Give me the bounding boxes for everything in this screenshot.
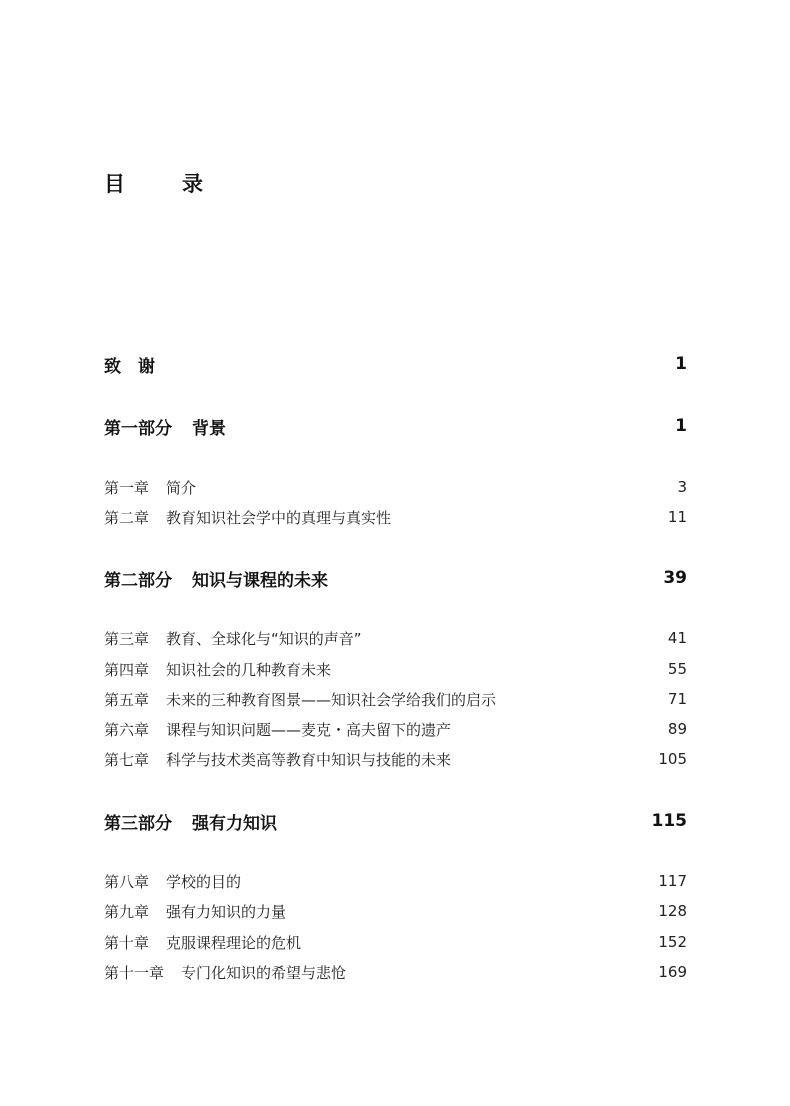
- toc-entry-label: [104, 871, 241, 892]
- toc-page-number: 1: [675, 416, 687, 436]
- toc-entry-label: [104, 414, 226, 439]
- toc-entry-prefix: 第八章: [104, 872, 150, 891]
- toc-chapter-7[interactable]: [104, 748, 687, 770]
- toc-entry-prefix: 第六章: [104, 720, 150, 739]
- toc-entry-title: 未来的三种教育图景——知识社会学给我们的启示: [166, 690, 497, 709]
- toc-entry-label: [104, 566, 328, 591]
- toc-page-number: 11: [667, 508, 687, 526]
- toc-entry-prefix: 第七章: [104, 750, 150, 769]
- toc-entry-prefix: 第四章: [104, 660, 150, 679]
- toc-entry-prefix: 第五章: [104, 690, 150, 709]
- toc-chapter-5[interactable]: [104, 688, 687, 710]
- toc-entry-title: 背景: [192, 418, 226, 439]
- toc-entry-title: 课程与知识问题——麦克・高夫留下的遗产: [166, 720, 452, 739]
- toc-entry-title: 科学与技术类高等教育中知识与技能的未来: [166, 750, 452, 769]
- toc-chapter-1[interactable]: [104, 476, 687, 498]
- toc-page-number: 152: [658, 933, 687, 951]
- toc-entry-label: [104, 749, 451, 770]
- toc-part-1[interactable]: [104, 414, 687, 438]
- toc-entry-title: 强有力知识: [192, 813, 277, 834]
- toc-entry-label: [104, 628, 362, 649]
- toc-entry-label: [104, 659, 331, 680]
- toc-page-number: 39: [663, 568, 687, 588]
- toc-chapter-11[interactable]: [104, 961, 687, 983]
- toc-entry-prefix: 第十章: [104, 933, 150, 952]
- toc-entry-label: [104, 689, 496, 710]
- toc-page-number: 89: [667, 720, 687, 738]
- toc-part-2[interactable]: [104, 566, 687, 590]
- toc-page-number: 3: [677, 478, 687, 496]
- toc-entry-label: [104, 932, 301, 953]
- toc-page-number: 128: [658, 902, 687, 920]
- toc-part-3[interactable]: [104, 809, 687, 833]
- toc-entry-title: 教育知识社会学中的真理与真实性: [166, 508, 392, 527]
- toc-entry-acknowledgements[interactable]: [104, 352, 687, 376]
- toc-entry-prefix: 第十一章: [104, 963, 165, 982]
- toc-entry-label: [104, 809, 277, 834]
- toc-page-number: 1: [675, 354, 687, 374]
- toc-entry-label: [104, 719, 451, 740]
- toc-entry-prefix: 第二章: [104, 508, 150, 527]
- toc-chapter-4[interactable]: [104, 658, 687, 680]
- toc-entry-prefix: 第九章: [104, 902, 150, 921]
- toc-entry-title: 简介: [166, 478, 197, 497]
- toc-entry-title: 专门化知识的希望与悲怆: [181, 963, 347, 982]
- toc-entry-label: [104, 352, 155, 377]
- toc-entry-prefix: 第二部分: [104, 570, 172, 591]
- toc-entry-label: [104, 477, 196, 498]
- toc-page-number: 105: [658, 750, 687, 768]
- toc-entry-label: [104, 962, 346, 983]
- toc-entry-title: 学校的目的: [166, 872, 242, 891]
- toc-entry-prefix: 第三部分: [104, 813, 172, 834]
- toc-entry-title: 克服课程理论的危机: [166, 933, 302, 952]
- toc-entry-title: 知识社会的几种教育未来: [166, 660, 332, 679]
- toc-entry-label: [104, 507, 391, 528]
- toc-chapter-8[interactable]: [104, 870, 687, 892]
- toc-page-number: 115: [651, 811, 687, 831]
- toc-entry-label: [104, 901, 286, 922]
- toc-page-number: 117: [658, 872, 687, 890]
- toc-entry-title: 教育、全球化与“知识的声音”: [166, 629, 362, 648]
- page-title: 目 录: [104, 172, 221, 196]
- toc-page-number: 71: [667, 690, 687, 708]
- toc-entry-prefix: 第一章: [104, 478, 150, 497]
- toc-page-number: 55: [667, 660, 687, 678]
- toc-entry-prefix: 第三章: [104, 629, 150, 648]
- toc-chapter-9[interactable]: [104, 900, 687, 922]
- toc-entry-title: 知识与课程的未来: [192, 570, 328, 591]
- toc-chapter-6[interactable]: [104, 718, 687, 740]
- toc-page-number: 41: [667, 629, 687, 647]
- toc-entry-prefix: 第一部分: [104, 418, 172, 439]
- toc-entry-prefix: 致 谢: [104, 356, 155, 377]
- toc-chapter-10[interactable]: [104, 931, 687, 953]
- toc-entry-title: 强有力知识的力量: [166, 902, 287, 921]
- toc-page-number: 169: [658, 963, 687, 981]
- toc-chapter-2[interactable]: [104, 506, 687, 528]
- toc-chapter-3[interactable]: [104, 627, 687, 649]
